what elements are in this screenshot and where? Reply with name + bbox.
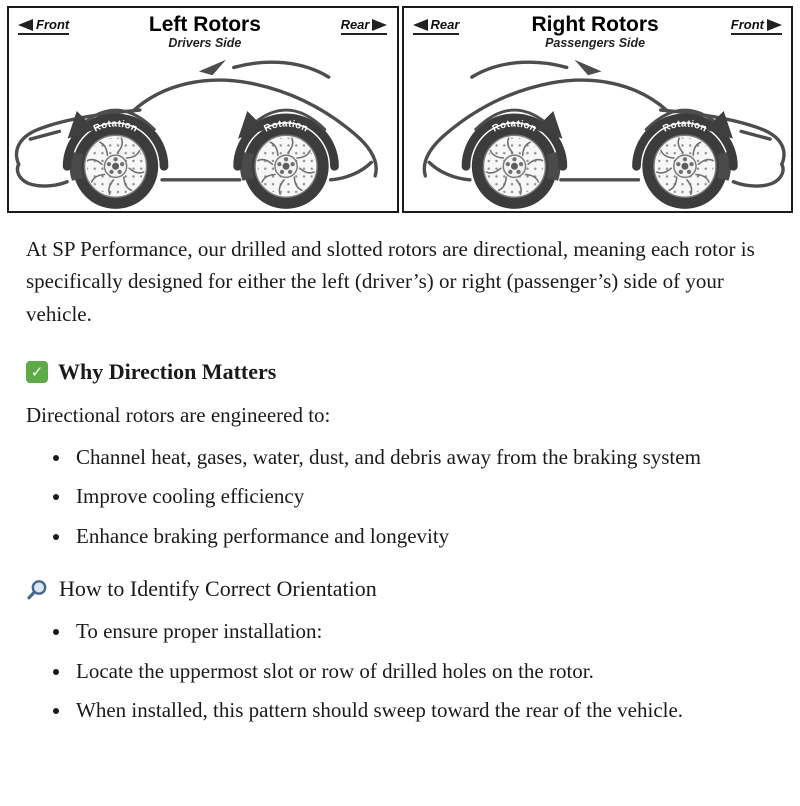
right-panel-title-block <box>532 14 659 50</box>
panel-subtitle: Drivers Side <box>168 36 242 51</box>
front-label: Front <box>730 17 764 32</box>
rear-direction-marker <box>341 17 388 35</box>
benefits-list <box>26 442 774 553</box>
front-direction-marker <box>18 17 69 35</box>
rotation-label: Rotation <box>91 118 140 135</box>
right-rotors-panel <box>402 6 794 213</box>
rotor-direction-diagram <box>7 6 793 213</box>
left-car-illustration <box>9 50 397 211</box>
article-content <box>0 233 800 727</box>
list-item: • Channel heat, gases, water, dust, and debris away from the braking system <box>72 442 774 474</box>
list-item: • Locate the uppermost slot or row of drilled holes on the rotor. <box>72 656 774 688</box>
panel-subtitle: Passengers Side <box>545 36 646 51</box>
front-direction-marker <box>731 17 782 35</box>
list-item: • Improve cooling efficiency <box>72 481 774 513</box>
green-check-icon <box>26 361 48 383</box>
section-heading-text: How to Identify Correct Orientation <box>59 576 377 601</box>
left-arrow-icon <box>413 19 428 31</box>
section-heading-why-direction-matters <box>26 359 774 385</box>
rear-label: Rear <box>430 17 460 32</box>
right-car-illustration <box>404 50 792 211</box>
rotation-label: Rotation <box>262 118 310 135</box>
panel-title: Right Rotors <box>531 13 659 36</box>
intro-paragraph: At SP Performance, our drilled and slotted rotors are directional, meaning each rotor is specifically designed for either the left (driver’s) or right (passenger’s) side of your vehicle. <box>26 236 755 326</box>
lead-paragraph: Directional rotors are engineered to: <box>26 402 331 427</box>
panel-title: Left Rotors <box>148 13 261 36</box>
right-arrow-icon <box>767 19 782 31</box>
list-item: • When installed, this pattern should sweep toward the rear of the vehicle. <box>72 695 774 727</box>
check-glyph: ✓ <box>30 362 44 381</box>
front-label: Front <box>36 17 70 32</box>
left-arrow-icon <box>18 19 33 31</box>
list-item: • To ensure proper installation: <box>72 616 774 648</box>
left-panel-header <box>9 8 397 50</box>
rotation-label: Rotation <box>490 118 538 135</box>
left-rotors-panel <box>7 6 399 213</box>
rotation-label: Rotation <box>660 118 709 135</box>
right-arrow-icon <box>372 19 387 31</box>
rear-label: Rear <box>340 17 370 32</box>
section-heading-text: Why Direction Matters <box>58 358 277 384</box>
list-item: • Enhance braking performance and longevity <box>72 521 774 553</box>
rear-direction-marker <box>413 17 460 35</box>
left-panel-title-block <box>149 14 261 50</box>
magnifying-glass-icon <box>26 578 49 601</box>
section-heading-identify-orientation <box>26 576 774 602</box>
right-panel-header <box>404 8 792 50</box>
orientation-steps-list <box>26 616 774 727</box>
